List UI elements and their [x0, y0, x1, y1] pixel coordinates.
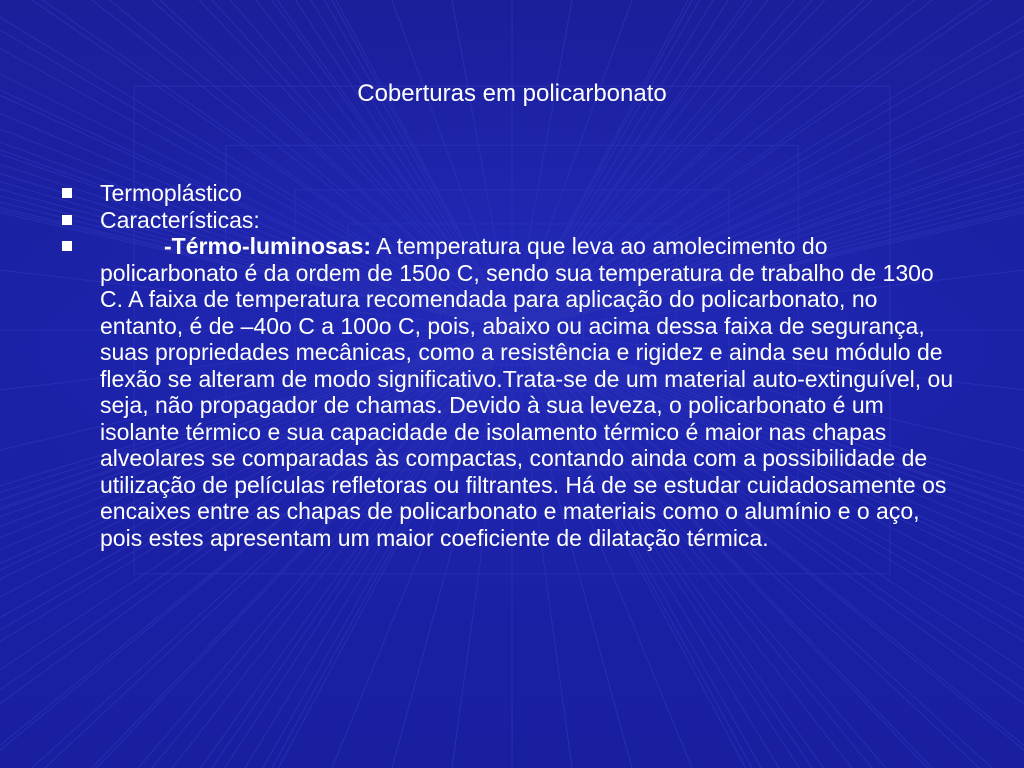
slide-title: Coberturas em policarbonato	[357, 80, 667, 107]
bullet-item-caracteristicas	[60, 207, 960, 234]
bullet-bold-prefix: -Térmo-luminosas:	[164, 233, 372, 259]
slide-content	[60, 180, 960, 551]
square-bullet-icon	[62, 188, 72, 198]
square-bullet-icon	[62, 215, 72, 225]
square-bullet-icon	[62, 241, 72, 251]
bullet-list	[60, 180, 960, 551]
bullet-item-termoplastico	[60, 180, 960, 207]
bullet-item-termo-luminosas	[60, 233, 960, 551]
bullet-text: A temperatura que leva ao amolecimento do policarbonato é da ordem de 150o C, sendo sua temperatura de trabalho de 130o C. A faixa de temperatura recomendada para aplicação do policarbonato, no entanto, é de –40o C a 100o C, pois, abaixo ou acima dessa faixa de segurança, suas propriedades mecânicas, como a resistência e rigidez e ainda seu módulo de flexão se alteram de modo significativo.Trata-se de um material auto-extinguível, ou seja, não propagador de chamas. Devido à sua leveza, o policarbonato é um isolante térmico e sua capacidade de isolamento térmico é maior nas chapas alveolares se comparadas às compactas, contando ainda com a possibilidade de utilização de películas refletoras ou filtrantes. Há de se estudar cuidadosamente os encaixes entre as chapas de policarbonato e materiais como o alumínio e o aço, pois estes apresentam um maior coeficiente de dilatação térmica.	[100, 233, 954, 551]
bullet-text: Características:	[100, 206, 260, 233]
bullet-text: Termoplástico	[100, 180, 242, 206]
